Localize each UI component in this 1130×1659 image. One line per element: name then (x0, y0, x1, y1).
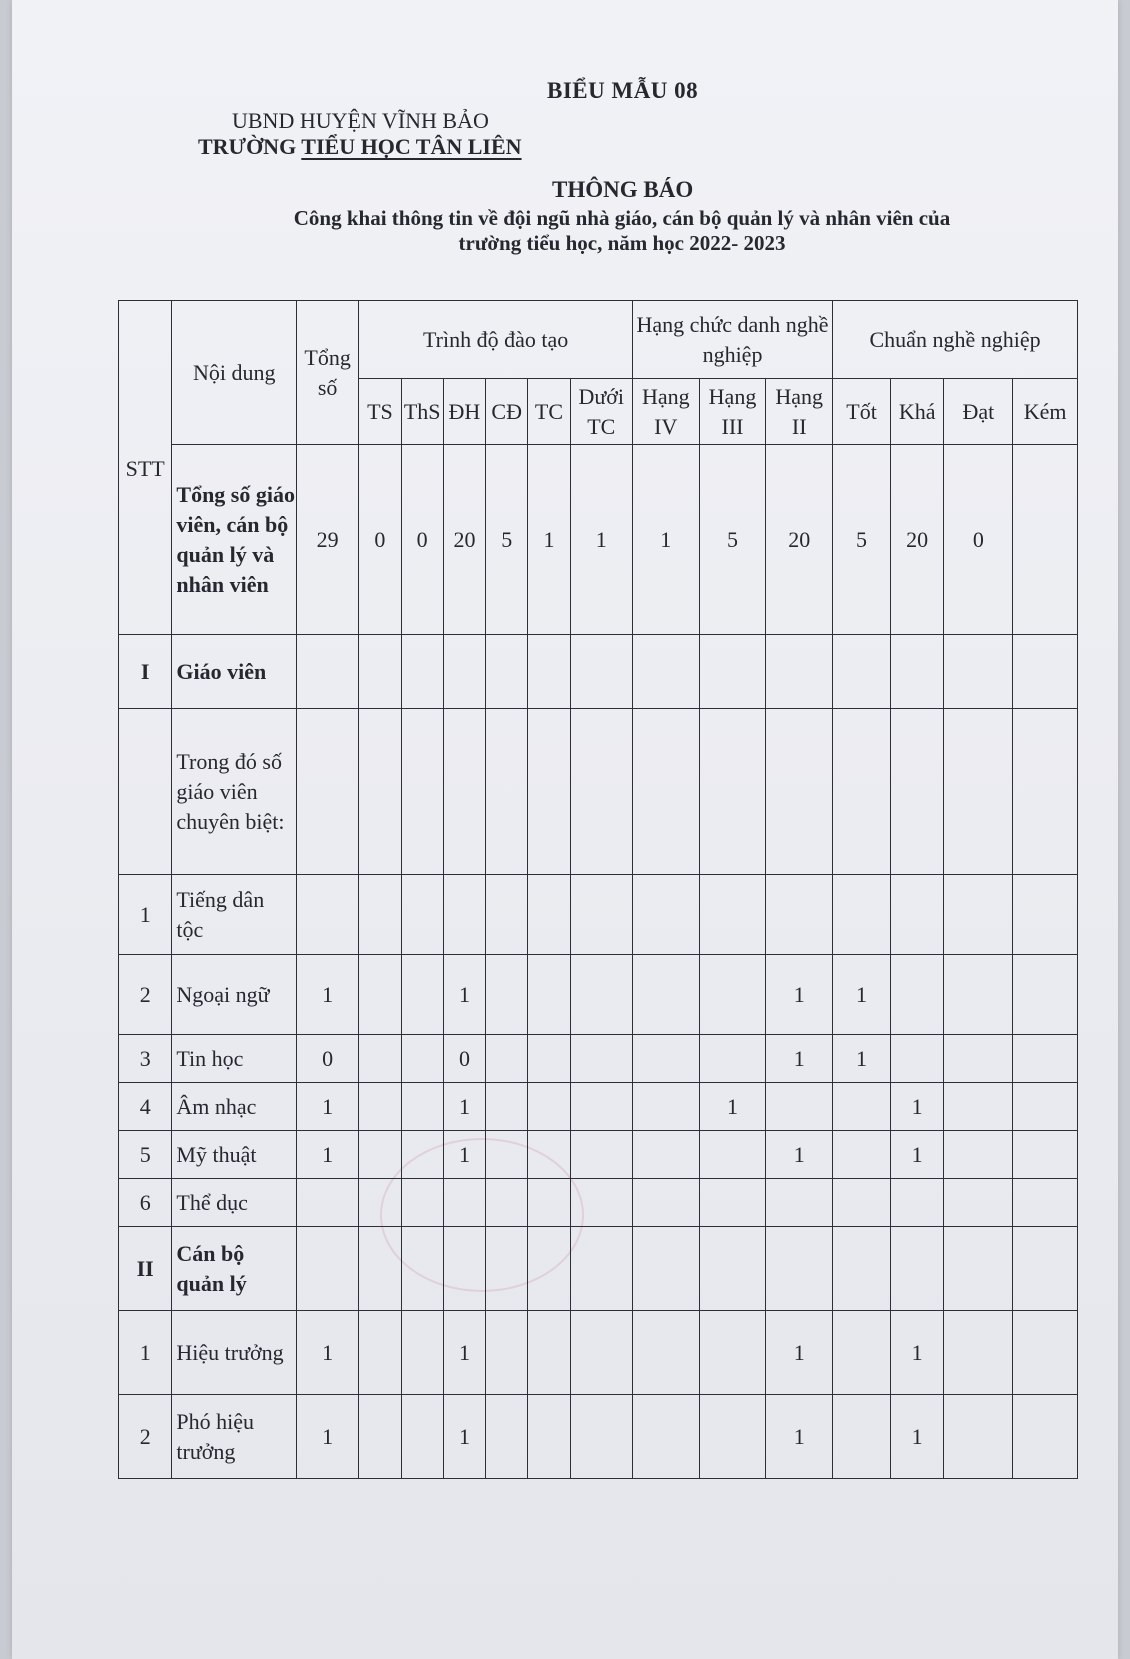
row-cell (528, 1131, 570, 1179)
row-cell (766, 1179, 833, 1227)
row-total (296, 875, 358, 955)
row-cell (944, 1035, 1013, 1083)
row-cell (359, 635, 401, 709)
row-cell (401, 955, 443, 1035)
row-cell (570, 955, 632, 1035)
row-cell (944, 635, 1013, 709)
row-cell (699, 955, 766, 1035)
row-cell (486, 1395, 528, 1479)
table-row (119, 1179, 1078, 1227)
row-cell: 1 (443, 1083, 485, 1131)
row-cell (944, 955, 1013, 1035)
row-cell (944, 1311, 1013, 1395)
row-cell (443, 709, 485, 875)
row-cell (833, 1083, 891, 1131)
row-cell (1013, 445, 1078, 635)
subtitle-line-2: trường tiểu học, năm học 2022- 2023 (458, 231, 786, 255)
row-total: 1 (296, 1083, 358, 1131)
header-hang-ii: Hạng II (766, 379, 833, 445)
row-cell (1013, 955, 1078, 1035)
row-stt: 6 (119, 1179, 172, 1227)
row-stt: I (119, 635, 172, 709)
header-cd: CĐ (486, 379, 528, 445)
row-cell (443, 635, 485, 709)
row-cell (401, 1131, 443, 1179)
row-cell (766, 709, 833, 875)
row-cell (443, 875, 485, 955)
row-label: Phó hiệu trưởng (172, 1395, 297, 1479)
row-cell: 1 (528, 445, 570, 635)
row-cell (699, 709, 766, 875)
row-stt: 2 (119, 955, 172, 1035)
row-cell (528, 1227, 570, 1311)
row-label: Tổng số giáo viên, cán bộ quản lý và nhân viên (172, 445, 297, 635)
row-stt: 3 (119, 1035, 172, 1083)
staff-table-body (119, 301, 1078, 1479)
row-cell (486, 1311, 528, 1395)
row-cell (890, 955, 943, 1035)
row-cell (890, 1179, 943, 1227)
table-row (119, 1131, 1078, 1179)
row-cell (486, 875, 528, 955)
row-cell (699, 1311, 766, 1395)
table-row (119, 445, 1078, 635)
row-total (296, 1227, 358, 1311)
row-total: 1 (296, 1311, 358, 1395)
table-row (119, 1035, 1078, 1083)
row-cell (486, 635, 528, 709)
row-cell (359, 1311, 401, 1395)
header-kha: Khá (890, 379, 943, 445)
row-cell (632, 1035, 699, 1083)
row-cell (528, 955, 570, 1035)
row-cell (1013, 1035, 1078, 1083)
row-total: 1 (296, 1131, 358, 1179)
row-cell (528, 1035, 570, 1083)
header-dh: ĐH (443, 379, 485, 445)
row-cell (528, 709, 570, 875)
row-cell (570, 1035, 632, 1083)
row-stt: 1 (119, 875, 172, 955)
school-name-underlined: TIỂU HỌC TÂN LIÊN (301, 134, 522, 159)
row-stt: 4 (119, 1083, 172, 1131)
row-cell (833, 1395, 891, 1479)
row-cell: 1 (570, 445, 632, 635)
header-rank: Hạng chức danh nghề nghiệp (632, 301, 832, 379)
row-cell (1013, 1227, 1078, 1311)
row-cell (944, 1131, 1013, 1179)
row-cell (890, 1227, 943, 1311)
row-stt: II (119, 1227, 172, 1311)
row-cell (528, 1395, 570, 1479)
row-stt: 1 (119, 1311, 172, 1395)
row-stt: 2 (119, 1395, 172, 1479)
row-cell (944, 1083, 1013, 1131)
table-row (119, 709, 1078, 875)
row-cell (570, 1179, 632, 1227)
row-cell (359, 1083, 401, 1131)
row-cell (699, 1395, 766, 1479)
row-cell (528, 1083, 570, 1131)
row-cell: 1 (766, 1311, 833, 1395)
header-ths: ThS (401, 379, 443, 445)
row-cell (570, 1131, 632, 1179)
row-label: Mỹ thuật (172, 1131, 297, 1179)
row-cell (699, 1131, 766, 1179)
row-cell (570, 1395, 632, 1479)
row-cell (766, 1083, 833, 1131)
table-row (119, 875, 1078, 955)
row-total: 29 (296, 445, 358, 635)
header-hang-iv: Hạng IV (632, 379, 699, 445)
row-cell (944, 1395, 1013, 1479)
subtitle-line-1: Công khai thông tin về đội ngũ nhà giáo, cán bộ quản lý và nhân viên của (293, 206, 951, 230)
header-training: Trình độ đào tạo (359, 301, 633, 379)
header-tot: Tốt (833, 379, 891, 445)
row-cell: 1 (890, 1131, 943, 1179)
row-label: Giáo viên (172, 635, 297, 709)
row-cell (1013, 875, 1078, 955)
row-cell (833, 1227, 891, 1311)
row-stt: 5 (119, 1131, 172, 1179)
row-cell (766, 635, 833, 709)
row-cell (359, 875, 401, 955)
row-cell (359, 1395, 401, 1479)
row-cell (699, 1179, 766, 1227)
header-dat: Đạt (944, 379, 1013, 445)
row-cell (766, 1227, 833, 1311)
row-cell (833, 1311, 891, 1395)
row-cell (632, 955, 699, 1035)
row-cell (699, 875, 766, 955)
row-cell (486, 1035, 528, 1083)
row-cell (401, 1395, 443, 1479)
row-cell (632, 1083, 699, 1131)
row-cell (486, 1179, 528, 1227)
header-kem: Kém (1013, 379, 1078, 445)
row-cell (359, 1227, 401, 1311)
authority-name: UBND HUYỆN VĨNH BẢO (232, 108, 489, 133)
row-cell: 0 (944, 445, 1013, 635)
staff-table (118, 300, 1078, 1479)
row-cell (1013, 709, 1078, 875)
header-total: Tổng số (296, 301, 358, 445)
row-label: Tin học (172, 1035, 297, 1083)
table-row (119, 1311, 1078, 1395)
row-cell (766, 875, 833, 955)
school-prefix: TRƯỜNG (198, 134, 302, 159)
row-label: Âm nhạc (172, 1083, 297, 1131)
row-cell (632, 1395, 699, 1479)
row-cell (1013, 1179, 1078, 1227)
table-row (119, 1227, 1078, 1311)
header-duoi-tc: Dưới TC (570, 379, 632, 445)
row-cell (944, 709, 1013, 875)
row-label: Tiếng dân tộc (172, 875, 297, 955)
header-ts: TS (359, 379, 401, 445)
row-cell: 20 (443, 445, 485, 635)
row-cell (833, 709, 891, 875)
row-cell (359, 955, 401, 1035)
row-cell (401, 1311, 443, 1395)
header-hang-iii: Hạng III (699, 379, 766, 445)
row-cell (1013, 635, 1078, 709)
row-stt (119, 709, 172, 875)
row-cell: 0 (443, 1035, 485, 1083)
form-number: BIỂU MẪU 08 (547, 78, 699, 103)
row-cell (401, 709, 443, 875)
row-cell (401, 1227, 443, 1311)
row-cell: 1 (766, 1395, 833, 1479)
row-cell (528, 635, 570, 709)
row-cell: 1 (833, 1035, 891, 1083)
row-cell: 5 (699, 445, 766, 635)
row-label: Hiệu trưởng (172, 1311, 297, 1395)
row-cell (1013, 1083, 1078, 1131)
row-cell (486, 1227, 528, 1311)
row-cell: 1 (443, 1131, 485, 1179)
row-cell (632, 1131, 699, 1179)
header-standard: Chuẩn nghề nghiệp (833, 301, 1078, 379)
row-cell (632, 635, 699, 709)
row-cell (699, 635, 766, 709)
table-row (119, 1395, 1078, 1479)
row-cell: 0 (401, 445, 443, 635)
row-cell (699, 1035, 766, 1083)
row-cell (1013, 1131, 1078, 1179)
row-cell (401, 875, 443, 955)
row-cell: 1 (443, 955, 485, 1035)
row-cell (359, 709, 401, 875)
row-cell (833, 1179, 891, 1227)
row-total (296, 635, 358, 709)
row-cell (570, 1227, 632, 1311)
row-cell: 0 (359, 445, 401, 635)
row-cell (632, 1311, 699, 1395)
row-cell (486, 709, 528, 875)
row-cell (632, 1179, 699, 1227)
row-label: Cán bộ quản lý (172, 1227, 297, 1311)
notice-title: THÔNG BÁO (552, 177, 694, 202)
row-cell: 1 (632, 445, 699, 635)
row-cell (944, 1227, 1013, 1311)
row-cell (890, 875, 943, 955)
row-cell (944, 1179, 1013, 1227)
table-row (119, 635, 1078, 709)
row-cell (944, 875, 1013, 955)
header-row-1 (119, 301, 1078, 379)
row-cell (570, 875, 632, 955)
row-cell (570, 1311, 632, 1395)
header-tc: TC (528, 379, 570, 445)
row-cell (833, 875, 891, 955)
row-cell: 1 (890, 1311, 943, 1395)
row-cell (632, 1227, 699, 1311)
row-cell: 1 (833, 955, 891, 1035)
row-cell (570, 709, 632, 875)
row-cell: 20 (766, 445, 833, 635)
row-cell: 1 (766, 955, 833, 1035)
row-cell (443, 1227, 485, 1311)
row-cell: 1 (443, 1311, 485, 1395)
row-cell (1013, 1395, 1078, 1479)
row-total (296, 1179, 358, 1227)
row-cell (528, 1311, 570, 1395)
row-cell: 5 (486, 445, 528, 635)
row-cell (359, 1179, 401, 1227)
row-cell (890, 635, 943, 709)
table-row (119, 1083, 1078, 1131)
row-label: Thể dục (172, 1179, 297, 1227)
row-label: Trong đó số giáo viên chuyên biệt: (172, 709, 297, 875)
row-cell: 20 (890, 445, 943, 635)
row-total: 0 (296, 1035, 358, 1083)
table-row (119, 955, 1078, 1035)
row-cell (401, 1179, 443, 1227)
row-total: 1 (296, 955, 358, 1035)
row-cell (401, 1035, 443, 1083)
row-cell: 1 (699, 1083, 766, 1131)
row-cell (833, 635, 891, 709)
row-cell: 5 (833, 445, 891, 635)
row-cell (833, 1131, 891, 1179)
row-cell: 1 (766, 1035, 833, 1083)
header-content: Nội dung (172, 301, 297, 445)
notice-subtitle (212, 206, 1032, 256)
row-cell (486, 955, 528, 1035)
row-cell (528, 875, 570, 955)
row-total: 1 (296, 1395, 358, 1479)
header-stt: STT (119, 301, 172, 635)
row-cell (890, 709, 943, 875)
row-cell (699, 1227, 766, 1311)
row-cell (890, 1035, 943, 1083)
row-cell: 1 (890, 1395, 943, 1479)
row-cell: 1 (766, 1131, 833, 1179)
row-cell (486, 1131, 528, 1179)
row-cell (359, 1035, 401, 1083)
row-cell (486, 1083, 528, 1131)
row-total (296, 709, 358, 875)
row-cell (443, 1179, 485, 1227)
row-cell (359, 1131, 401, 1179)
school-name (198, 134, 522, 160)
row-cell: 1 (890, 1083, 943, 1131)
row-cell (401, 635, 443, 709)
row-label: Ngoại ngữ (172, 955, 297, 1035)
row-cell (570, 1083, 632, 1131)
row-cell (632, 709, 699, 875)
row-cell (1013, 1311, 1078, 1395)
row-cell (570, 635, 632, 709)
row-cell: 1 (443, 1395, 485, 1479)
row-cell (528, 1179, 570, 1227)
row-cell (401, 1083, 443, 1131)
row-cell (632, 875, 699, 955)
